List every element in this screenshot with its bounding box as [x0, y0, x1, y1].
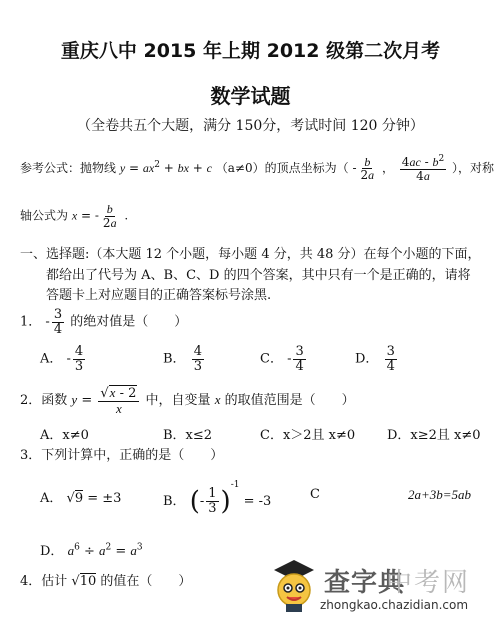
q3-option-c-expr: 2a+3b=5ab — [408, 487, 472, 502]
q2-stem: 2．函数 y = $\frac{√x - 2}{x}$ 中，自变量 x 的取值范围是（ ） — [20, 385, 355, 416]
q3-b-label: B． — [163, 494, 186, 509]
reference-formula: 参考公式：抛物线 $y = ax^2$ + bx + c （a≠0）的顶点坐标为（ - $\frac{b}{2a}$ ， $\frac{4ac - b^2}{4a}$ ），对称 — [20, 154, 495, 183]
q1-b-label: B． — [163, 351, 186, 367]
axis-formula: 轴公式为 x = - $\frac{b}{2a}$ . — [20, 202, 129, 230]
q3-stem: 3．下列计算中，正确的是（ ） — [20, 448, 224, 463]
vertex-x-fraction: $\frac{b}{2a}$ — [360, 154, 375, 183]
watermark-brand: 查字典 — [324, 568, 406, 598]
axis-fraction: $\frac{b}{2a}$ — [102, 202, 117, 230]
q3-option-a: A． √9 = ±3 — [40, 491, 122, 506]
q2-option-d: D．x≥2且 x≠0 — [387, 428, 481, 443]
reference-lead: 参考公式：抛物线 — [20, 161, 117, 176]
q1-d-label: D． — [355, 351, 379, 367]
q1-option-c: C． - $\frac{3}{4}$ — [260, 344, 304, 374]
q2-stem-mid: 中，自变量 — [145, 393, 211, 409]
q2-option-a: A．x≠0 — [40, 428, 89, 443]
q4-stem-start: 4．估计 — [20, 574, 68, 589]
q3-option-b: B． (- $\frac{1}{3}$ )$^{-1}$ = -3 — [163, 480, 272, 517]
exam-title: 重庆八中 2015 年上期 2012 级第二次月考 — [60, 40, 441, 62]
q3-option-c: C — [310, 487, 320, 502]
section1-line3: 答题卡上对应题目的正确答案标号涂黑. — [46, 288, 272, 303]
q1-fraction: $\frac{3}{4}$ — [53, 307, 63, 337]
q3-option-d: D． $a^6 \div a^2 = a^3$ — [40, 542, 143, 559]
q2-option-c: C．x＞2且 x≠0 — [260, 428, 356, 443]
watermark-brand2: 中考网 — [386, 568, 471, 598]
q1-number: 1． — [20, 314, 42, 330]
q1-option-b: B． $\frac{4}{3}$ — [163, 344, 202, 374]
q2-stem-end: 的取值范围是（ ） — [224, 393, 355, 409]
q1-a-label: A． — [40, 351, 63, 367]
section1-line1: 一、选择题:（本大题 12 个小题，每小题 4 分，共 48 分）在每个小题的下面， — [20, 247, 481, 262]
graduate-mascot-icon — [268, 556, 320, 614]
q4-stem: 4．估计 √10 的值在（ ） — [20, 574, 192, 589]
q1-stem-tail: 的绝对值是（ ） — [70, 314, 188, 330]
vertex-y-fraction: $\frac{4ac - b^2}{4a}$ — [401, 154, 445, 183]
q4-stem-end: 的值在（ ） — [100, 574, 192, 589]
q2-option-b: B．x≤2 — [163, 428, 213, 443]
q1-stem: 1． - $\frac{3}{4}$ 的绝对值是（ ） — [20, 307, 188, 337]
q1-option-d: D． $\frac{3}{4}$ — [355, 344, 395, 374]
reference-mid: （a≠0）的顶点坐标为（ — [215, 161, 349, 176]
exam-note: （全卷共五个大题，满分 150分，考试时间 120 分钟） — [77, 118, 424, 134]
q3-a-label: A． — [40, 491, 63, 506]
q2-stem-start: 2．函数 — [20, 393, 68, 409]
watermark-logo — [268, 556, 493, 616]
axis-label: 轴公式为 — [20, 208, 69, 223]
reference-after: ），对称 — [452, 161, 495, 176]
q3-d-label: D． — [40, 544, 64, 559]
watermark-url: zhongkao.chazidian.com — [320, 598, 469, 612]
axis-period: . — [124, 208, 129, 223]
q1-option-a: A． - $\frac{4}{3}$ — [40, 344, 84, 374]
section1-line2: 都给出了代号为 A、B、C、D 的四个答案，其中只有一个是正确的，请将 — [46, 268, 471, 283]
q2-fraction: $\frac{√x - 2}{x}$ — [98, 386, 139, 415]
exam-subject: 数学试题 — [210, 84, 291, 108]
q1-c-label: C． — [260, 351, 283, 367]
